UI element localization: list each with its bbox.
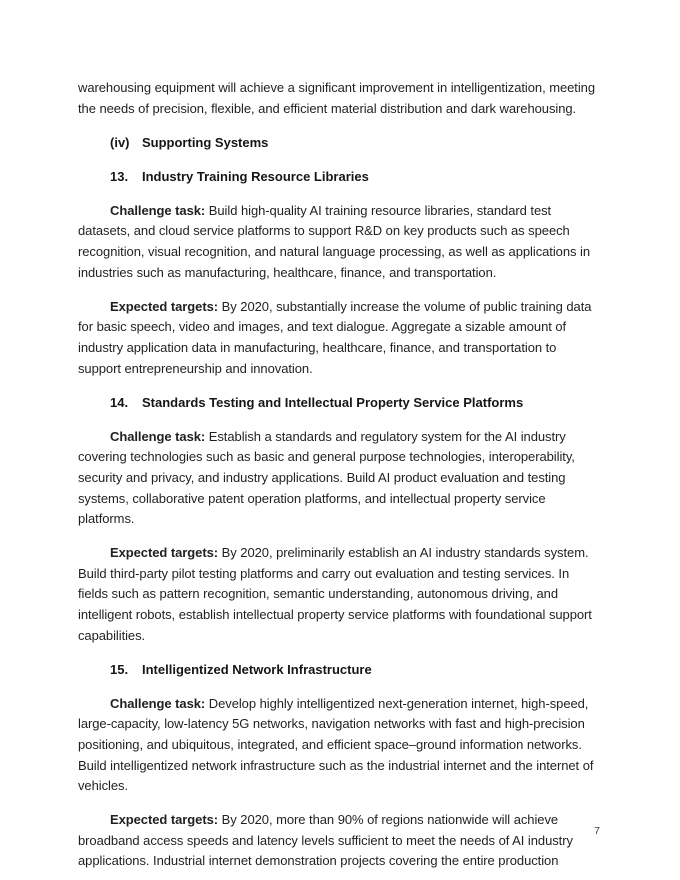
paragraph-text: By 2020, substantially increase the volume of public training data for basic speech, video and images, and text dialogue. Aggregate a sizable amount of industry application data in manufacturing, healthcare, finance, and transportation to support entrepreneurship and innovation. xyxy=(78,298,592,376)
heading-marker: (iv) xyxy=(110,134,130,150)
body-paragraph xyxy=(78,297,600,379)
paragraph-text: Build high-quality AI training resource libraries, standard test datasets, and cloud service platforms to support R&D on key products such as speech recognition, visual recognition, and natural language processing, as well as applications in industries such as manufacturing, healthcare, finance, and transportation. xyxy=(78,202,591,280)
paragraph-text: warehousing equipment will achieve a significant improvement in intelligentization, meeting the needs of precision, flexible, and efficient material distribution and dark warehousing. xyxy=(78,80,596,116)
paragraph-label: Challenge task: xyxy=(110,202,206,218)
paragraph-label: Expected targets: xyxy=(110,298,219,314)
section-heading xyxy=(78,167,600,188)
heading-text: Intelligentized Network Infrastructure xyxy=(142,661,372,677)
paragraph-text: By 2020, more than 90% of regions nationwide will achieve broadband access speeds and latency levels sufficient to meet the needs of AI industry applications. Industrial internet demonstration projects covering the entire production xyxy=(78,812,573,869)
paragraph-label: Expected targets: xyxy=(110,545,219,561)
section-heading xyxy=(78,660,600,681)
paragraph-label: Challenge task: xyxy=(110,695,206,711)
heading-marker: 15. xyxy=(110,661,129,677)
heading-text: Supporting Systems xyxy=(142,134,269,150)
document-body xyxy=(78,78,600,880)
heading-marker: 14. xyxy=(110,394,129,410)
body-paragraph xyxy=(78,201,600,283)
section-heading xyxy=(78,393,600,414)
body-paragraph xyxy=(78,427,600,530)
heading-marker: 13. xyxy=(110,168,129,184)
paragraph-label: Expected targets: xyxy=(110,812,219,828)
page-number: 7 xyxy=(594,825,600,837)
body-paragraph xyxy=(78,78,600,119)
paragraph-text: By 2020, preliminarily establish an AI industry standards system. Build third-party pilot testing platforms and carry out evaluation and testing services. In fields such as pattern recognition, semantic understanding, autonomous driving, and intelligent robots, establish intellectual property service platforms with foundational support capabilities. xyxy=(78,545,592,643)
heading-text: Industry Training Resource Libraries xyxy=(142,168,369,184)
body-paragraph xyxy=(78,543,600,646)
body-paragraph xyxy=(78,810,600,872)
section-heading xyxy=(78,133,600,154)
body-paragraph xyxy=(78,694,600,797)
paragraph-text: Establish a standards and regulatory system for the AI industry covering technologies such as basic and general purpose technologies, interoperability, security and privacy, and industry applications. Build AI product evaluation and testing systems, collaborative patent operation platforms, and intellectual property service platforms. xyxy=(78,428,575,527)
paragraph-text: Develop highly intelligentized next-generation internet, high-speed, large-capacity, low-latency 5G networks, navigation networks with fast and high-precision positioning, and ubiquitous, integrated, and efficient space–ground information networks. Build intelligentized network infrastructure such as the industrial internet and the internet of vehicles. xyxy=(78,695,594,794)
paragraph-label: Challenge task: xyxy=(110,428,206,444)
heading-text: Standards Testing and Intellectual Property Service Platforms xyxy=(142,394,524,410)
